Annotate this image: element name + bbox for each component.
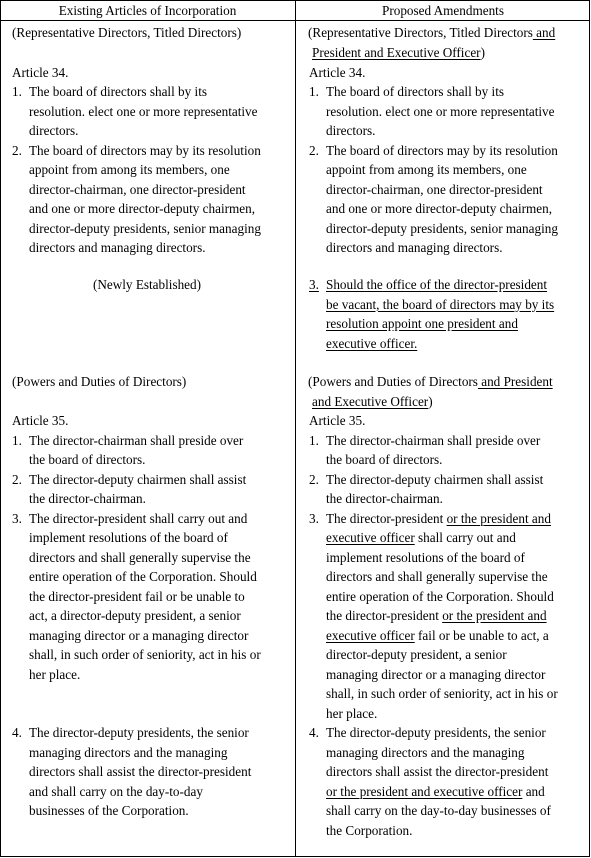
clause-line: implement resolutions of the board of (326, 549, 525, 565)
clause-line: appoint from among its members, one (326, 162, 527, 177)
item-number: 1. (12, 432, 22, 448)
clause-line: executive officer fail or be unable to act, a (326, 627, 549, 643)
clause-line: and one or more director-deputy chairmen, (29, 201, 256, 216)
article-title: Article 34. (309, 65, 366, 80)
clause-line: the director-chairman. (29, 491, 146, 506)
clause-line: directors. (29, 123, 79, 138)
clause-line: directors shall assist the director-president (29, 764, 252, 779)
clause-line: executive officer shall carry out and (326, 530, 516, 545)
header-divider (0, 20, 590, 21)
clause-line: managing directors and the managing (29, 744, 228, 760)
newly-established-note: (Newly Established) (92, 277, 202, 292)
clause-line: directors and shall generally supervise the (326, 569, 548, 584)
clause-line: the director-president or the president and (326, 608, 547, 623)
clause-line: The director-deputy chairmen shall assist (29, 471, 247, 487)
clause-line: directors and managing directors. (326, 240, 503, 255)
clause-line: managing director or a managing director (29, 627, 249, 643)
clause-line: resolution. elect one or more representative (29, 103, 258, 119)
header-proposed: Proposed Amendments (382, 3, 504, 18)
article-title: Article 35. (309, 413, 366, 428)
item-number: 2. (12, 471, 22, 487)
clause-line: The director-chairman shall preside over (326, 432, 541, 448)
clause-line: and one or more director-deputy chairmen, (326, 201, 553, 216)
clause-line: director-deputy president, a senior (326, 647, 507, 662)
clause-line: implement resolutions of the board of (29, 530, 228, 545)
item-number: 2. (309, 142, 319, 158)
clause-line: The board of directors shall by its (29, 84, 207, 99)
clause-line: shall, in such order of seniority, act in his or (29, 647, 261, 662)
section-heading-cont: President and Executive Officer) (312, 44, 485, 60)
clause-line: director-chairman, one director-president (29, 181, 246, 197)
amended-text: or the president and (446, 510, 551, 526)
clause-line: businesses of the Corporation. (29, 803, 189, 818)
amended-text: or the president and executive officer (326, 783, 523, 799)
amended-clause-line: executive officer. (326, 335, 418, 351)
amended-text: and President (477, 374, 553, 389)
clause-line: The board of directors may by its resolution (326, 142, 558, 158)
amended-text: and Executive Officer (312, 393, 429, 409)
clause-line: her place. (326, 705, 378, 721)
clause-line: the director-chairman. (326, 491, 443, 506)
clause-line: entire operation of the Corporation. Should (326, 588, 554, 604)
amended-text: or the president and (442, 608, 547, 623)
item-number: 3. (309, 510, 319, 526)
clause-line: managing directors and the managing (326, 744, 525, 760)
clause-line: director-deputy presidents, senior managing (326, 220, 558, 236)
amended-text: President and Executive Officer (312, 44, 481, 60)
clause-line: The board of directors may by its resolution (29, 142, 261, 158)
clause-line: directors shall assist the director-president (326, 764, 549, 779)
amended-clause-line: resolution appoint one president and (326, 316, 518, 331)
clause-line: The director-deputy presidents, the senior (29, 725, 249, 740)
clause-line: the board of directors. (326, 452, 443, 467)
section-heading: (Representative Directors, Titled Directors) (12, 25, 242, 40)
clause-line: shall carry on the day-to-day businesses of (326, 803, 551, 818)
clause-line: and shall carry on the day-to-day (29, 783, 203, 799)
amended-clause-line: Should the office of the director-president (326, 277, 548, 292)
clause-line: the board of directors. (29, 452, 146, 467)
clause-line: directors and shall generally supervise the (29, 549, 251, 565)
header-existing: Existing Articles of Incorporation (58, 3, 237, 18)
clause-line: The director-deputy presidents, the senior (326, 725, 546, 740)
clause-line: resolution. elect one or more representative (326, 103, 555, 119)
amended-text: executive officer (326, 627, 415, 643)
clause-line: The director-president or the president and (326, 510, 551, 526)
section-heading: (Representative Directors, Titled Directors and (308, 25, 556, 40)
clause-line: directors. (326, 123, 376, 138)
item-number: 1. (309, 432, 319, 448)
item-number: 4. (309, 725, 319, 740)
article-title: Article 34. (12, 65, 69, 80)
clause-line: managing director or a managing director (326, 666, 546, 682)
item-number: 3. (309, 277, 319, 292)
clause-line: director-chairman, one director-president (326, 181, 543, 197)
clause-line: or the president and executive officer and (326, 783, 545, 799)
clause-line: The board of directors shall by its (326, 84, 504, 99)
amended-text: and (532, 25, 556, 40)
column-divider (295, 0, 296, 857)
clause-line: appoint from among its members, one (29, 162, 230, 177)
clause-line: shall, in such order of seniority, act in his or (326, 686, 558, 701)
section-heading-cont: and Executive Officer) (312, 393, 433, 409)
amended-clause-line: be vacant, the board of directors may by its (326, 296, 555, 312)
item-number: 1. (309, 84, 319, 99)
item-number: 3. (12, 510, 22, 526)
clause-line: her place. (29, 666, 81, 682)
clause-line: director-deputy presidents, senior managing (29, 220, 261, 236)
clause-line: entire operation of the Corporation. Should (29, 569, 257, 584)
clause-line: the Corporation. (326, 822, 413, 838)
item-number: 2. (309, 471, 319, 487)
item-number: 4. (12, 725, 22, 740)
article-title: Article 35. (12, 413, 69, 428)
amended-text: executive officer (326, 530, 415, 545)
clause-line: directors and managing directors. (29, 240, 206, 255)
clause-line: The director-chairman shall preside over (29, 432, 244, 448)
section-heading: (Powers and Duties of Directors) (12, 374, 187, 389)
clause-line: The director-deputy chairmen shall assist (326, 471, 544, 487)
clause-line: the director-president fail or be unable to (29, 588, 245, 604)
section-heading: (Powers and Duties of Directors and President (308, 374, 553, 389)
item-number: 1. (12, 84, 22, 99)
clause-line: act, a director-deputy president, a senior (29, 608, 241, 623)
clause-line: The director-president shall carry out and (29, 510, 248, 526)
item-number: 2. (12, 142, 22, 158)
